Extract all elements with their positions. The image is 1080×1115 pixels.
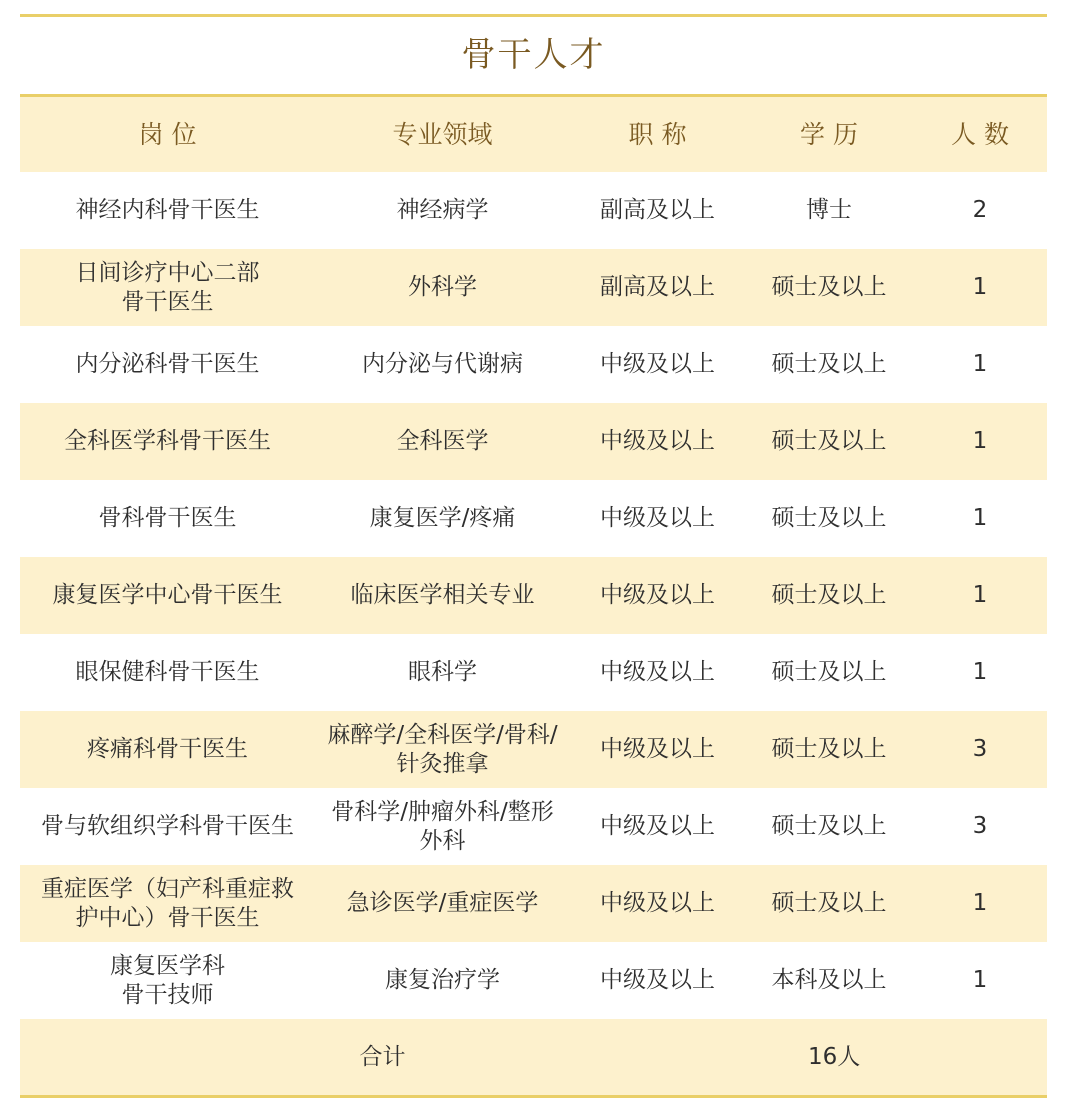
table-row	[20, 249, 1047, 326]
cell-count-text: 3	[972, 736, 988, 762]
header-position: 岗 位	[20, 97, 315, 172]
cell-field	[315, 942, 570, 1019]
cell-count	[913, 788, 1047, 865]
cell-field	[315, 326, 570, 403]
cell-education-text: 硕士及以上	[771, 659, 887, 685]
cell-position-line: 日间诊疗中心二部	[75, 259, 260, 286]
cell-count-text: 1	[972, 274, 988, 300]
cell-position	[20, 788, 315, 865]
cell-count	[913, 326, 1047, 403]
cell-rank	[570, 403, 745, 480]
table-header-row	[20, 97, 1047, 172]
cell-position	[20, 403, 315, 480]
cell-field	[315, 403, 570, 480]
cell-field-line: 麻醉学/全科医学/骨科/	[327, 721, 558, 748]
cell-count	[913, 865, 1047, 942]
cell-field-line: 康复治疗学	[385, 967, 500, 993]
talent-table	[20, 97, 1047, 1095]
page-title: 骨干人才	[461, 35, 606, 75]
cell-education-text: 本科及以上	[771, 967, 887, 993]
cell-count-text: 1	[972, 505, 988, 531]
cell-count-text: 1	[972, 351, 988, 377]
cell-rank	[570, 711, 745, 788]
cell-field-line: 外科	[419, 827, 466, 854]
cell-education-text: 博士	[806, 197, 852, 223]
cell-education-text: 硕士及以上	[771, 890, 887, 916]
cell-position	[20, 480, 315, 557]
cell-position-line: 疼痛科骨干医生	[87, 736, 248, 762]
cell-education	[745, 557, 913, 634]
cell-field-line: 内分泌与代谢病	[362, 351, 523, 377]
table-row	[20, 711, 1047, 788]
cell-field-line: 神经病学	[396, 197, 489, 223]
cell-position	[20, 634, 315, 711]
cell-field	[315, 711, 570, 788]
table-row	[20, 172, 1047, 249]
cell-count-text: 1	[972, 659, 988, 685]
cell-position	[20, 942, 315, 1019]
cell-position-line: 骨科骨干医生	[98, 505, 237, 531]
cell-rank	[570, 634, 745, 711]
cell-education-text: 硕士及以上	[771, 736, 887, 762]
cell-count	[913, 557, 1047, 634]
cell-position-line: 重症医学（妇产科重症救	[41, 875, 294, 902]
cell-rank	[570, 865, 745, 942]
total-label: 合计	[20, 1019, 745, 1095]
cell-education	[745, 788, 913, 865]
cell-count	[913, 711, 1047, 788]
cell-education	[745, 865, 913, 942]
total-value: 16人	[745, 1019, 1047, 1095]
cell-education-text: 硕士及以上	[771, 582, 887, 608]
cell-position	[20, 172, 315, 249]
table-row	[20, 634, 1047, 711]
talent-table-panel	[20, 14, 1047, 1098]
header-education: 学 历	[745, 97, 913, 172]
cell-education-text: 硕士及以上	[771, 351, 887, 377]
cell-position	[20, 865, 315, 942]
cell-position-line: 全科医学科骨干医生	[64, 428, 271, 454]
cell-count	[913, 249, 1047, 326]
cell-rank	[570, 942, 745, 1019]
cell-rank-text: 中级及以上	[600, 890, 715, 916]
cell-rank-text: 中级及以上	[600, 736, 715, 762]
cell-position-line: 康复医学科	[110, 952, 225, 979]
cell-education	[745, 403, 913, 480]
cell-field-line: 全科医学	[396, 428, 489, 454]
cell-position-line: 骨与软组织学科骨干医生	[41, 813, 294, 839]
cell-count	[913, 480, 1047, 557]
header-field: 专业领域	[315, 97, 570, 172]
cell-field	[315, 172, 570, 249]
cell-count-text: 1	[972, 967, 988, 993]
cell-rank-text: 中级及以上	[600, 505, 715, 531]
cell-field-line: 康复医学/疼痛	[369, 505, 516, 531]
cell-rank	[570, 557, 745, 634]
cell-position-line: 护中心）骨干医生	[75, 904, 260, 931]
bottom-rule	[20, 1095, 1047, 1098]
cell-position-line: 骨干医生	[121, 288, 214, 315]
cell-education	[745, 249, 913, 326]
cell-field	[315, 249, 570, 326]
cell-field-line: 眼科学	[408, 659, 477, 685]
cell-count	[913, 172, 1047, 249]
cell-education-text: 硕士及以上	[771, 274, 887, 300]
table-row	[20, 865, 1047, 942]
cell-count-text: 1	[972, 428, 988, 454]
cell-count-text: 2	[972, 197, 988, 223]
cell-position	[20, 249, 315, 326]
cell-education	[745, 942, 913, 1019]
cell-field	[315, 788, 570, 865]
cell-position	[20, 557, 315, 634]
total-row	[20, 1019, 1047, 1095]
cell-field-line: 外科学	[408, 274, 477, 300]
cell-field-line: 骨科学/肿瘤外科/整形	[331, 798, 554, 825]
cell-count-text: 1	[972, 890, 988, 916]
cell-education	[745, 326, 913, 403]
cell-rank	[570, 788, 745, 865]
cell-position-line: 神经内科骨干医生	[75, 197, 260, 223]
table-row	[20, 403, 1047, 480]
cell-rank-text: 中级及以上	[600, 351, 715, 377]
cell-rank-text: 中级及以上	[600, 967, 715, 993]
cell-education-text: 硕士及以上	[771, 505, 887, 531]
cell-education	[745, 172, 913, 249]
cell-field-line: 针灸推拿	[396, 750, 489, 777]
cell-education	[745, 711, 913, 788]
cell-rank	[570, 326, 745, 403]
cell-rank-text: 中级及以上	[600, 659, 715, 685]
cell-field	[315, 480, 570, 557]
cell-rank	[570, 480, 745, 557]
table-row	[20, 480, 1047, 557]
cell-field	[315, 634, 570, 711]
cell-count	[913, 942, 1047, 1019]
cell-education	[745, 634, 913, 711]
cell-field	[315, 557, 570, 634]
cell-field-line: 临床医学相关专业	[350, 582, 535, 608]
cell-position-line: 康复医学中心骨干医生	[52, 582, 283, 608]
cell-position-line: 骨干技师	[121, 981, 214, 1008]
cell-count-text: 3	[972, 813, 988, 839]
cell-rank	[570, 172, 745, 249]
table-row	[20, 557, 1047, 634]
cell-rank-text: 副高及以上	[600, 274, 715, 300]
cell-rank	[570, 249, 745, 326]
cell-education-text: 硕士及以上	[771, 813, 887, 839]
cell-field-line: 急诊医学/重症医学	[346, 890, 539, 916]
cell-education	[745, 480, 913, 557]
table-row	[20, 788, 1047, 865]
cell-position	[20, 326, 315, 403]
header-rank: 职 称	[570, 97, 745, 172]
cell-rank-text: 中级及以上	[600, 428, 715, 454]
cell-position-line: 内分泌科骨干医生	[75, 351, 260, 377]
cell-count-text: 1	[972, 582, 988, 608]
cell-education-text: 硕士及以上	[771, 428, 887, 454]
cell-rank-text: 中级及以上	[600, 582, 715, 608]
cell-rank-text: 中级及以上	[600, 813, 715, 839]
table-row	[20, 326, 1047, 403]
cell-field	[315, 865, 570, 942]
header-count: 人 数	[913, 97, 1047, 172]
table-row	[20, 942, 1047, 1019]
cell-count	[913, 403, 1047, 480]
cell-count	[913, 634, 1047, 711]
cell-rank-text: 副高及以上	[600, 197, 715, 223]
cell-position	[20, 711, 315, 788]
cell-position-line: 眼保健科骨干医生	[75, 659, 260, 685]
